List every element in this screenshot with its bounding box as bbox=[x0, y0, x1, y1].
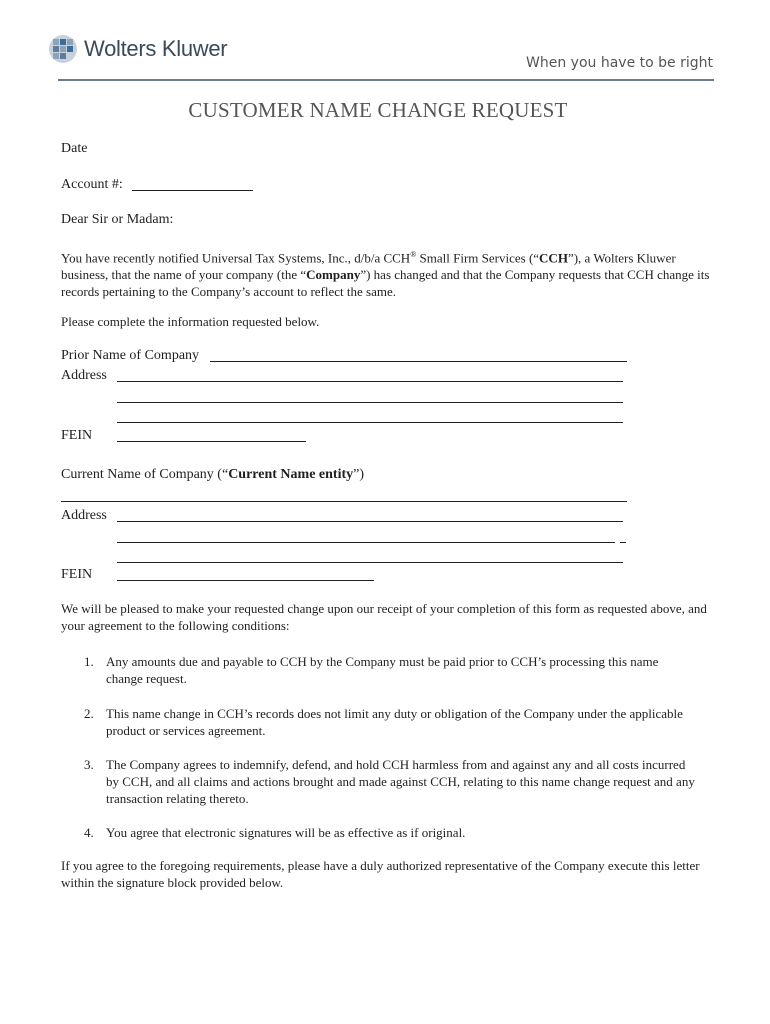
intro-company-bold: Company bbox=[306, 267, 361, 283]
account-number-field[interactable] bbox=[132, 190, 253, 191]
prior-fein-label: FEIN bbox=[61, 428, 93, 443]
registered-mark: ® bbox=[410, 250, 417, 259]
condition-text: The Company agrees to indemnify, defend, and hold CCH harmless from and against any and all costs incurred by CCH, and all claims and actions brought and made against CCH, relating to this name change request and any transaction relating thereto. bbox=[106, 757, 695, 806]
header-divider bbox=[58, 79, 714, 81]
current-name-text-2: ”) bbox=[353, 467, 365, 482]
intro-text-3: ”), a Wolters Kluwer business, that the name of your company (the “ bbox=[61, 250, 676, 283]
intro-text-4: ”) has changed and that the Company requests that CCH change its records pertaining to the Company’s account to reflect the same. bbox=[61, 267, 710, 300]
prior-name-field[interactable] bbox=[210, 361, 627, 362]
condition-item-4 bbox=[84, 824, 704, 841]
condition-number: 3. bbox=[84, 757, 94, 772]
instruction-paragraph: Please complete the information requested below. bbox=[61, 314, 320, 329]
salutation: Dear Sir or Madam: bbox=[61, 212, 174, 227]
current-name-bold: Current Name entity bbox=[228, 467, 354, 482]
prior-address-line-3[interactable] bbox=[117, 422, 623, 423]
condition-item-2 bbox=[84, 705, 704, 739]
current-address-line-1[interactable] bbox=[117, 521, 623, 522]
intro-paragraph bbox=[61, 246, 711, 300]
brand-name: Wolters Kluwer bbox=[84, 36, 228, 61]
intro-text-1: You have recently notified Universal Tax Systems, Inc., d/b/a CCH bbox=[61, 250, 411, 266]
condition-text: You agree that electronic signatures will be as effective as if original. bbox=[106, 825, 466, 840]
current-fein-label: FEIN bbox=[61, 567, 93, 582]
condition-number: 2. bbox=[84, 706, 94, 721]
condition-item-3 bbox=[84, 756, 704, 807]
wolters-kluwer-logo-icon bbox=[48, 34, 78, 64]
conditions-intro: We will be pleased to make your requested change upon our receipt of your completion of this form as requested above, and your agreement to the following conditions: bbox=[61, 601, 707, 633]
current-name-text-1: Current Name of Company (“ bbox=[61, 467, 229, 482]
current-address-label: Address bbox=[61, 508, 107, 523]
prior-fein-field[interactable] bbox=[117, 441, 306, 442]
account-label: Account #: bbox=[61, 177, 123, 192]
intro-text-2: Small Firm Services (“ bbox=[416, 250, 540, 266]
current-address-line-3[interactable] bbox=[117, 562, 623, 563]
date-label: Date bbox=[61, 141, 88, 156]
current-address-line-2[interactable] bbox=[117, 542, 615, 543]
brand-logo bbox=[48, 34, 227, 64]
prior-address-line-2[interactable] bbox=[117, 402, 623, 403]
prior-address-line-1[interactable] bbox=[117, 381, 623, 382]
page-title: CUSTOMER NAME CHANGE REQUEST bbox=[188, 98, 568, 122]
current-name-field[interactable] bbox=[61, 501, 627, 502]
condition-number: 1. bbox=[84, 654, 94, 669]
current-fein-field[interactable] bbox=[117, 580, 374, 581]
condition-number: 4. bbox=[84, 825, 94, 840]
closing-paragraph: If you agree to the foregoing requirements, please have a duly authorized representative of the Company execute this letter within the signature block provided below. bbox=[61, 858, 700, 890]
prior-name-label: Prior Name of Company bbox=[61, 348, 200, 363]
condition-text: Any amounts due and payable to CCH by the Company must be paid prior to CCH’s processing this name change request. bbox=[106, 654, 659, 686]
condition-item-1 bbox=[84, 653, 704, 687]
prior-address-label: Address bbox=[61, 368, 107, 383]
current-address-line-2-tail bbox=[620, 542, 626, 543]
condition-text: This name change in CCH’s records does not limit any duty or obligation of the Company under the applicable product or services agreement. bbox=[106, 706, 683, 738]
intro-cch-bold: CCH bbox=[539, 250, 568, 266]
tagline: When you have to be right bbox=[526, 55, 713, 71]
current-name-label bbox=[61, 466, 364, 483]
